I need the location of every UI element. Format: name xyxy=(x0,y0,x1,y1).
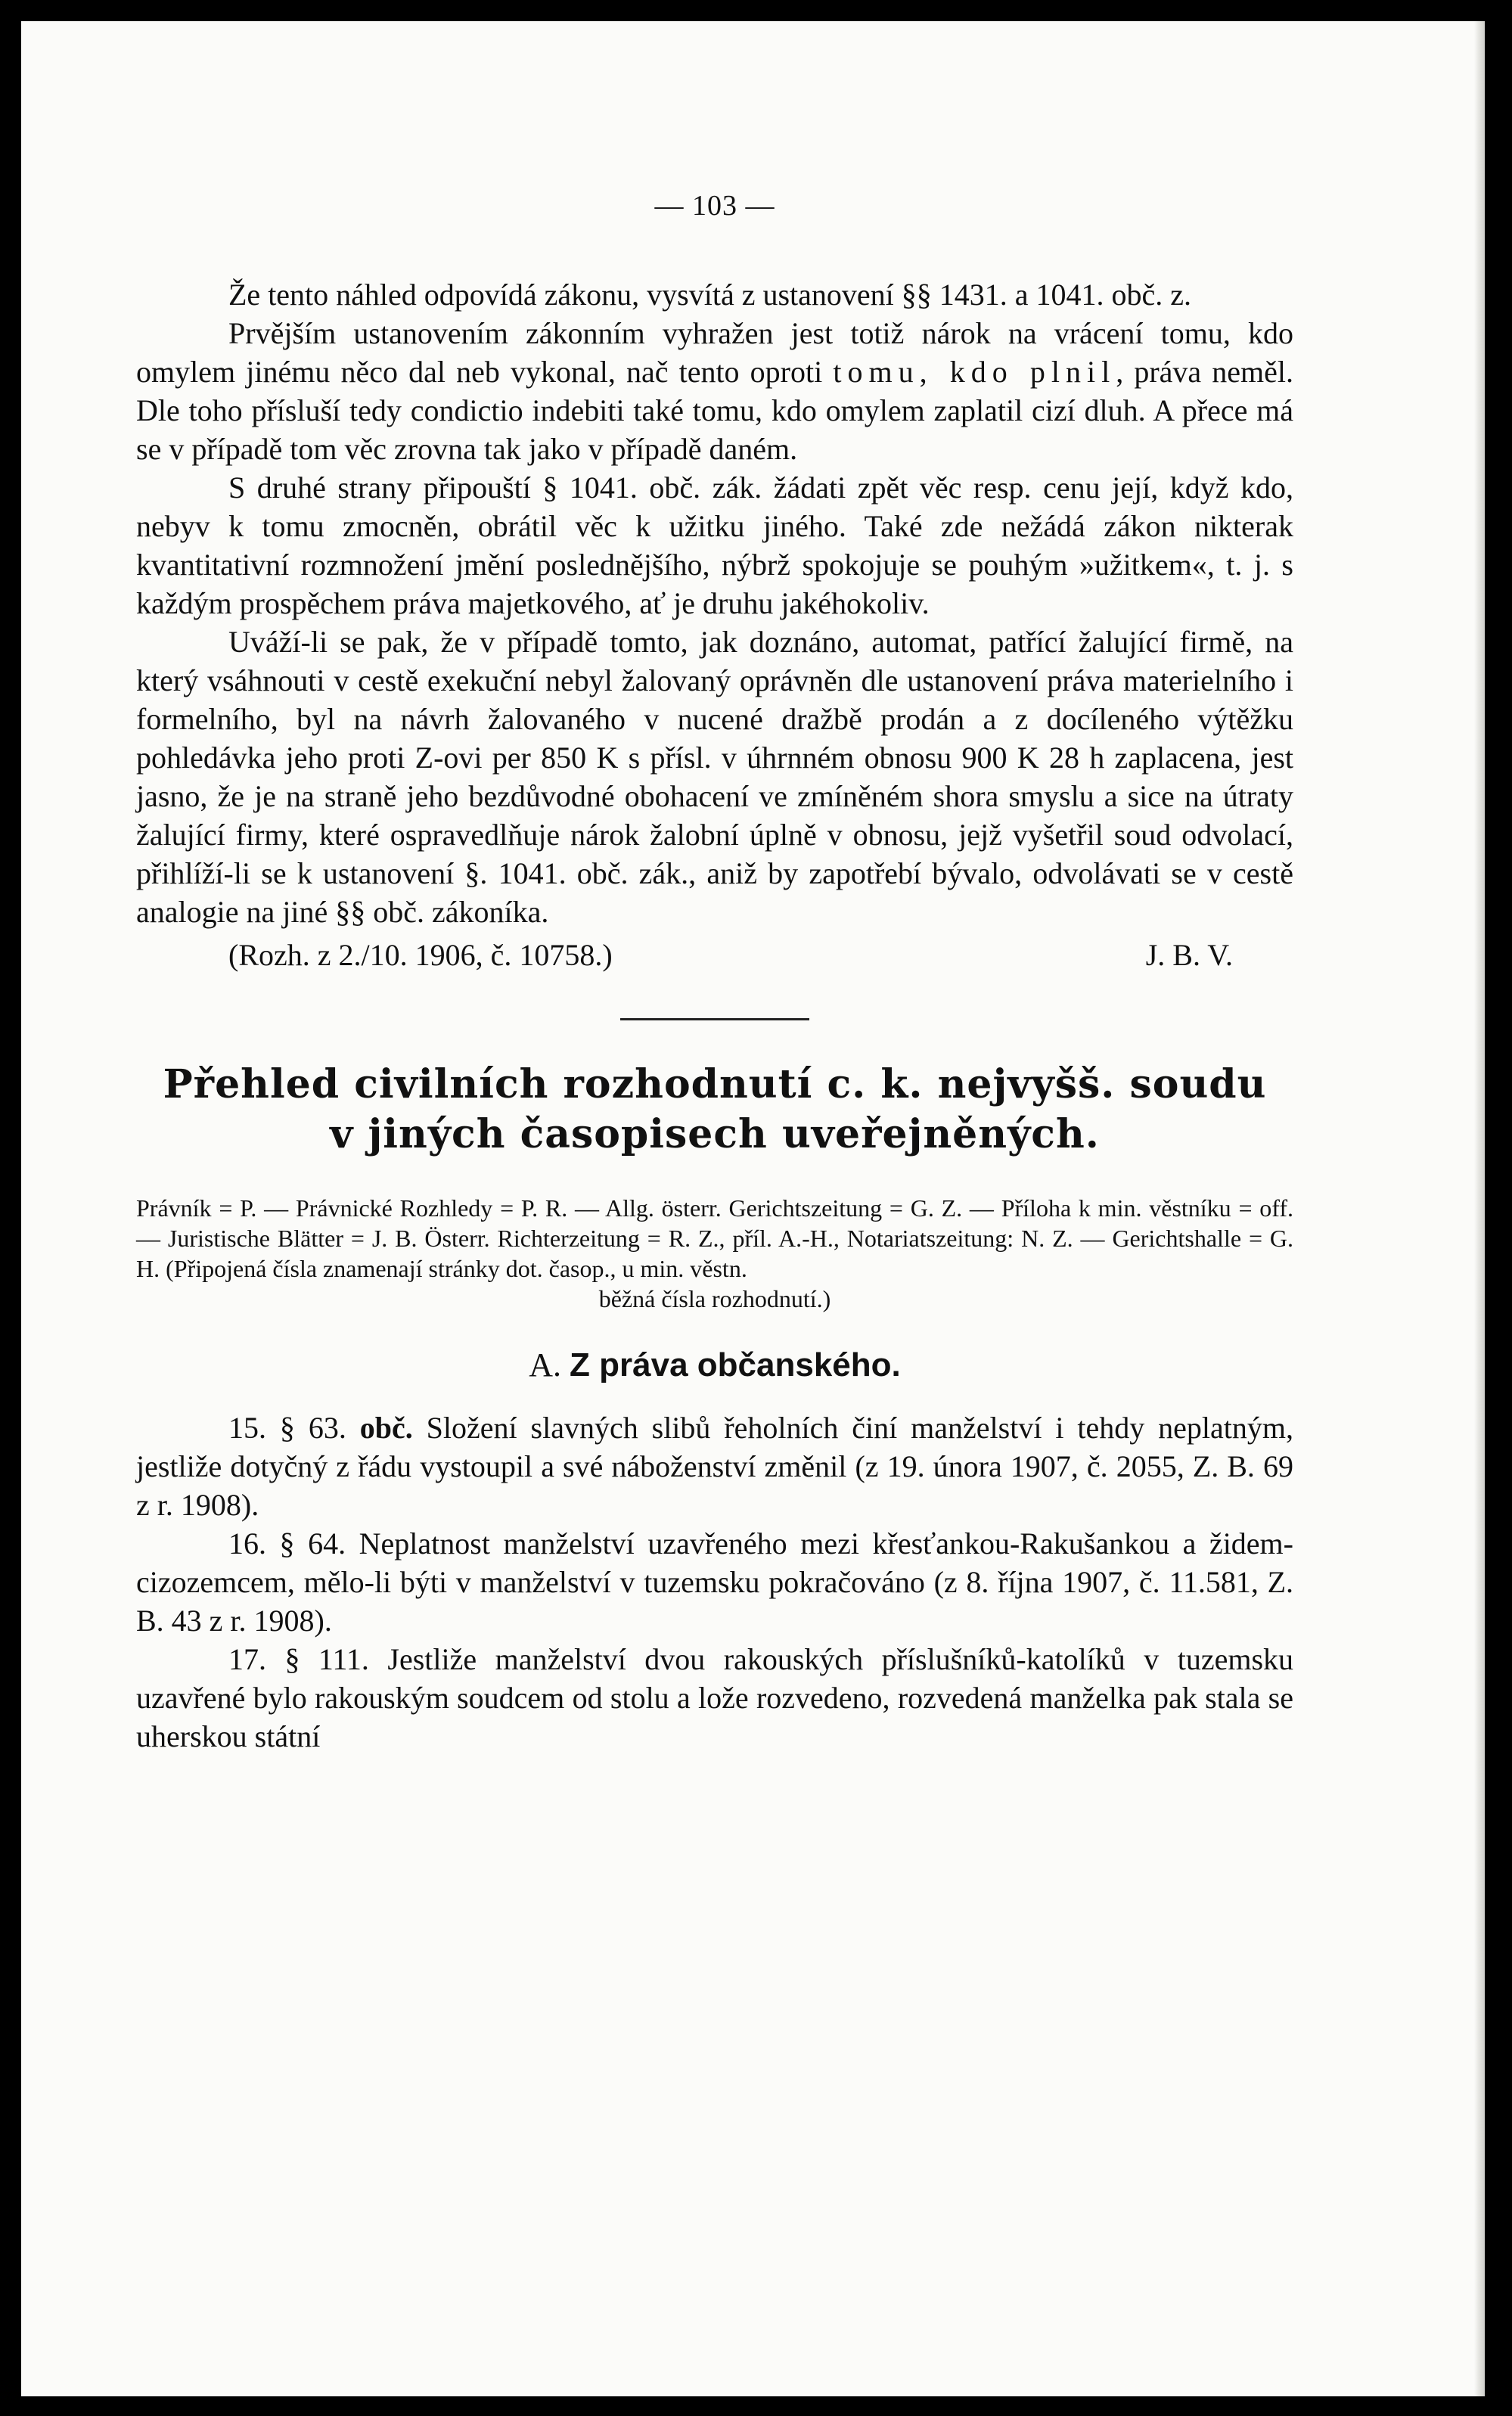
section-title xyxy=(136,1060,1293,1160)
entry-text: Složení slavných slibů řeholních činí manželství i tehdy neplatným, jestliže dotyčný z řádu vystoupil a své náboženství změnil (z 19. února 1907, č. 2055, Z. B. 69 z r. 1908). xyxy=(136,1411,1294,1522)
citation xyxy=(136,936,1293,974)
subsection-prefix: A. xyxy=(529,1346,562,1383)
page-number: — 103 — xyxy=(654,190,775,222)
section-divider xyxy=(620,1018,809,1020)
entry-bold: obč. xyxy=(359,1411,413,1445)
abbreviations-last-line: běžná čísla rozhodnutí.) xyxy=(598,1285,831,1312)
citation-author: J. B. V. xyxy=(1145,938,1233,972)
paragraph-3: S druhé strany připouští § 1041. obč. zák. žádati zpět věc resp. cenu její, když kdo, nebyv k tomu zmocněn, obrátil věc k užitku jiného. Také zde nežádá zákon nikterak kvantitativní rozmnožení jmění poslednějšího, nýbrž spokojuje se pouhým »užitkem«, t. j. s každým prospěchem práva majetkového, ať je druhu jakéhokoliv. xyxy=(136,470,1293,620)
entry-text: Jestliže manželství dvou rakouských příslušníků-katolíků v tuzemsku uzavřené bylo rakouským soudcem od stolu a lože rozvedeno, rozvedená manželka pak stala se uherskou státní xyxy=(136,1642,1294,1753)
abbreviations-note xyxy=(136,1193,1293,1314)
paragraph-1: Že tento náhled odpovídá zákonu, vysvítá z ustanovení §§ 1431. a 1041. obč. z. xyxy=(228,278,1192,312)
section-title-line-2: v jiných časopisech uveřejněných. xyxy=(330,1111,1100,1157)
entry-17 xyxy=(136,1640,1293,1756)
section-title-line-1: Přehled civilních rozhodnutí c. k. nejvyšš. soudu xyxy=(163,1061,1267,1107)
page-content xyxy=(136,189,1293,1756)
citation-reference: (Rozh. z 2./10. 1906, č. 10758.) xyxy=(228,938,613,972)
entry-lead: 17. § 111. xyxy=(228,1642,388,1676)
paragraph-2-start: Prvějším ustanovením zákonním vyhražen jest totiž nárok na vrácení tomu, kdo omylem jinému něco dal neb vykonal, nač tento oproti xyxy=(136,316,1293,389)
paragraph-4: Uváží-li se pak, že v případě tomto, jak doznáno, automat, patřící žalující firmě, na který vsáhnouti v cestě exekuční nebyl žalovaný oprávněn dle ustanovení práva materielního i formelního, byl na návrh žalovaného v nucené dražbě prodán a z docíleného výtěžku pohledávka jeho proti Z-ovi per 850 K s přísl. v úhrnném obnosu 900 K 28 h zaplacena, jest jasno, že je na straně jeho bezdůvodné obohacení ve zmíněném shora smyslu a sice na útraty žalující firmy, které ospravedlňuje nárok žalobní úplně v obnosu, jejž vyšetřil soud odvolací, přihlíží-li se k ustanovení §. 1041. obč. zák., aniž by zapotřebí bývalo, odvolávati se v cestě analogie na jiné §§ obč. zákoníka. xyxy=(136,625,1293,929)
abbreviations-text: Právník = P. — Právnické Rozhledy = P. R. — Allg. österr. Gerichtszeitung = G. Z. — Příloha k min. věstníku = off. — Juristische Blätter = J. B. Österr. Richterzeitung = R. Z., příl. A.-H., Notariatszeitung: N. Z. — Gerichtshalle = G. H. (Připojená čísla znamenají stránky dot. časop., u min. věstn. xyxy=(136,1194,1293,1282)
book-page xyxy=(21,21,1485,2396)
entry-16 xyxy=(136,1524,1293,1640)
entry-lead: 16. § 64. xyxy=(228,1526,359,1560)
paragraph-2-spaced: tomu, kdo plnil xyxy=(833,355,1116,389)
paragraph-2-end: , práva neměl. Dle toho přísluší tedy condictio indebiti také tomu, kdo omylem zaplatil cizí dluh. A přece má se v případě tom věc zrovna tak jako v případě daném. xyxy=(136,355,1294,466)
decision-text xyxy=(136,275,1293,931)
subsection-title: Z práva občanského. xyxy=(570,1346,901,1383)
page-edge xyxy=(1474,21,1485,2396)
entry-text: Neplatnost manželství uzavřeného mezi křesťankou-Rakušankou a židem-cizozemcem, mělo-li býti v manželství v tuzemsku pokračováno (z 8. října 1907, č. 11.581, Z. B. 43 z r. 1908). xyxy=(136,1526,1293,1638)
paragraph-2 xyxy=(136,314,1293,468)
entry-lead: 15. § 63. xyxy=(228,1411,360,1445)
subsection-heading xyxy=(136,1346,1293,1384)
entry-15 xyxy=(136,1408,1293,1524)
decision-entries xyxy=(136,1408,1293,1756)
